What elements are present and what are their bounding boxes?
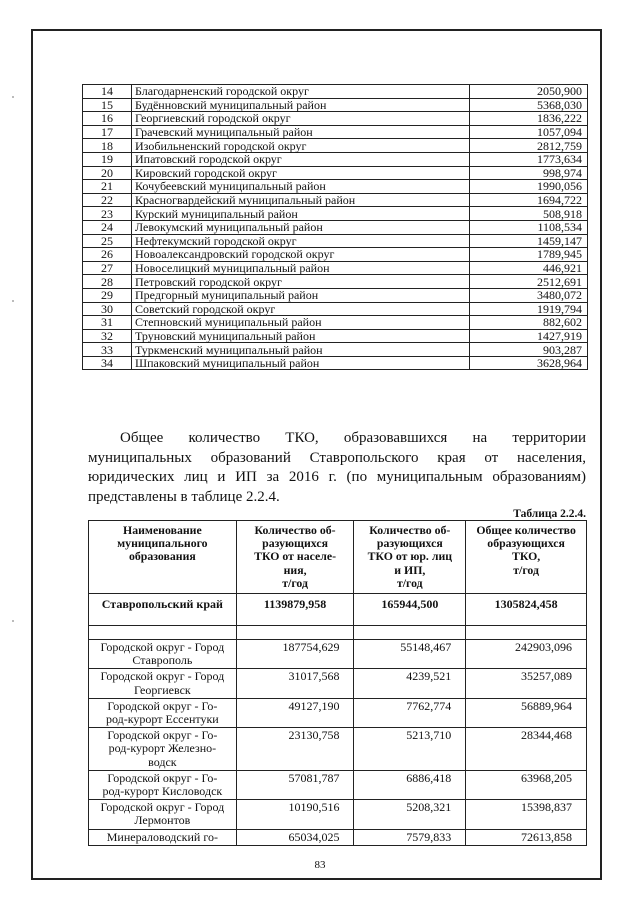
row-number: 19 <box>83 152 132 166</box>
district-name: Георгиевский городской округ <box>132 112 470 126</box>
value-legal: 7579,833 <box>354 829 466 845</box>
header-line: Общее количество <box>476 523 576 537</box>
row-number: 18 <box>83 139 132 153</box>
municipality-name <box>89 698 237 727</box>
row-number: 32 <box>83 329 132 343</box>
table-row <box>83 302 588 316</box>
row-number: 15 <box>83 98 132 112</box>
row-number: 27 <box>83 261 132 275</box>
table-row <box>83 316 588 330</box>
district-name: Грачевский муниципальный район <box>132 125 470 139</box>
header-line: Количество об- <box>254 523 336 537</box>
district-name: Новоселицкий муниципальный район <box>132 261 470 275</box>
name-line: род-курорт Ессентуки <box>106 712 219 727</box>
header-line: ния, <box>283 562 307 577</box>
spacer-cell <box>236 626 354 640</box>
value-legal: 4239,521 <box>354 669 466 698</box>
district-value: 3628,964 <box>470 356 588 370</box>
value-legal: 5208,321 <box>354 800 466 829</box>
name-line: Городской округ - Го- <box>107 770 218 785</box>
name-line: Городской округ - Город <box>100 640 225 655</box>
name-line: Городской округ - Го- <box>107 698 218 713</box>
header-cell <box>236 521 354 594</box>
value-all: 242903,096 <box>466 640 587 669</box>
district-value: 1773,634 <box>470 152 588 166</box>
value-all: 35257,089 <box>466 669 587 698</box>
name-line: Минераловодский го- <box>106 829 218 844</box>
row-number: 16 <box>83 112 132 126</box>
table-row <box>83 275 588 289</box>
district-value: 5368,030 <box>470 98 588 112</box>
table-row <box>83 139 588 153</box>
district-value: 1836,222 <box>470 112 588 126</box>
row-number: 28 <box>83 275 132 289</box>
table-row <box>83 288 588 302</box>
name-line: Городской округ - Город <box>100 800 225 815</box>
value-all: 63968,205 <box>466 770 587 799</box>
municipality-name <box>89 640 237 669</box>
district-name: Петровский городской округ <box>132 275 470 289</box>
table-caption: Таблица 2.2.4. <box>513 508 586 520</box>
header-line: Количество об- <box>369 523 451 537</box>
municipality-name <box>89 770 237 799</box>
value-all: 72613,858 <box>466 829 587 845</box>
table-row <box>83 166 588 180</box>
district-value: 1057,094 <box>470 125 588 139</box>
district-value: 1990,056 <box>470 180 588 194</box>
district-value: 508,918 <box>470 207 588 221</box>
row-number: 14 <box>83 85 132 99</box>
row-number: 30 <box>83 302 132 316</box>
district-table <box>82 84 588 370</box>
row-number: 22 <box>83 193 132 207</box>
district-name: Изобильненский городской округ <box>132 139 470 153</box>
header-cell <box>354 521 466 594</box>
municipality-name <box>89 728 237 771</box>
district-value: 903,287 <box>470 343 588 357</box>
district-name: Кочубеевский муниципальный район <box>132 180 470 194</box>
value-legal: 6886,418 <box>354 770 466 799</box>
municipality-name <box>89 829 237 845</box>
table-row <box>83 343 588 357</box>
value-legal: 5213,710 <box>354 728 466 771</box>
table-row <box>83 261 588 275</box>
table-header-row <box>89 521 587 594</box>
district-name: Труновский муниципальный район <box>132 329 470 343</box>
table-row <box>89 800 587 829</box>
scan-speck <box>12 300 14 302</box>
district-value: 1694,722 <box>470 193 588 207</box>
value-pop: 57081,787 <box>236 770 354 799</box>
district-name: Степновский муниципальный район <box>132 316 470 330</box>
value-pop: 187754,629 <box>236 640 354 669</box>
body-paragraph: Общее количество ТКО, образовавшихся на территории муниципальных образований Ставропольского края от населения, юридических лиц и ИП за 2016 г. (по муниципальным образованиям) представлены в таблице 2.2.4. <box>88 430 586 505</box>
scan-speck <box>12 96 14 98</box>
name-line: водск <box>148 754 177 769</box>
district-value: 1459,147 <box>470 234 588 248</box>
table-row <box>83 234 588 248</box>
district-name: Туркменский муниципальный район <box>132 343 470 357</box>
district-value: 998,974 <box>470 166 588 180</box>
value-legal: 55148,467 <box>354 640 466 669</box>
district-value: 446,921 <box>470 261 588 275</box>
header-cell <box>466 521 587 594</box>
district-name: Левокумский муниципальный район <box>132 220 470 234</box>
value-pop: 10190,516 <box>236 800 354 829</box>
total-legal: 165944,500 <box>354 594 466 626</box>
header-line: образования <box>128 549 196 564</box>
value-all: 28344,468 <box>466 728 587 771</box>
table-row <box>83 193 588 207</box>
table-row <box>83 98 588 112</box>
district-value: 1108,534 <box>470 220 588 234</box>
district-name: Курский муниципальный район <box>132 207 470 221</box>
header-line: ТКО от юр. лиц <box>367 549 453 564</box>
row-number: 31 <box>83 316 132 330</box>
name-line: Городской округ - Го- <box>107 728 218 743</box>
name-line: Георгиевск <box>133 682 191 697</box>
total-row <box>89 594 587 626</box>
tko-table <box>88 520 587 846</box>
name-line: Лермонтов <box>134 813 191 828</box>
header-line: образующихся <box>487 536 565 551</box>
value-pop: 49127,190 <box>236 698 354 727</box>
municipality-name <box>89 800 237 829</box>
district-value: 1919,794 <box>470 302 588 316</box>
table-row <box>83 207 588 221</box>
district-value: 2812,759 <box>470 139 588 153</box>
table-row <box>83 356 588 370</box>
total-name: Ставропольский край <box>89 594 237 626</box>
district-name: Шпаковский муниципальный район <box>132 356 470 370</box>
table-row <box>83 220 588 234</box>
district-name: Предгорный муниципальный район <box>132 288 470 302</box>
row-number: 29 <box>83 288 132 302</box>
header-line: т/год <box>396 575 423 590</box>
name-line: род-курорт Железно- <box>108 741 217 756</box>
table-row <box>89 829 587 845</box>
scan-speck <box>12 620 14 622</box>
table-row <box>83 248 588 262</box>
total-pop: 1139879,958 <box>236 594 354 626</box>
table-row <box>83 112 588 126</box>
table-row <box>89 698 587 727</box>
value-legal: 7762,774 <box>354 698 466 727</box>
row-number: 23 <box>83 207 132 221</box>
row-number: 24 <box>83 220 132 234</box>
district-name: Кировский городской округ <box>132 166 470 180</box>
header-line: т/год <box>513 562 539 577</box>
header-line: муниципального <box>117 536 208 551</box>
district-name: Нефтекумский городской округ <box>132 234 470 248</box>
district-value: 1427,919 <box>470 329 588 343</box>
name-line: Ставрополь <box>132 653 193 668</box>
name-line: Городской округ - Город <box>100 669 225 684</box>
page-number: 83 <box>314 859 326 871</box>
district-name: Красногвардейский муниципальный район <box>132 193 470 207</box>
district-value: 2050,900 <box>470 85 588 99</box>
spacer-cell <box>354 626 466 640</box>
value-all: 56889,964 <box>466 698 587 727</box>
value-all: 15398,837 <box>466 800 587 829</box>
district-value: 2512,691 <box>470 275 588 289</box>
district-name: Благодарненский городской округ <box>132 85 470 99</box>
row-number: 20 <box>83 166 132 180</box>
district-value: 882,602 <box>470 316 588 330</box>
table-row <box>89 669 587 698</box>
spacer-cell <box>89 626 237 640</box>
row-number: 25 <box>83 234 132 248</box>
header-cell <box>89 521 237 594</box>
name-line: род-курорт Кисловодск <box>102 784 223 799</box>
table-row <box>83 125 588 139</box>
table-row <box>83 85 588 99</box>
district-name: Будённовский муниципальный район <box>132 98 470 112</box>
header-line: т/год <box>282 575 308 590</box>
row-number: 21 <box>83 180 132 194</box>
row-number: 33 <box>83 343 132 357</box>
district-name: Ипатовский городской округ <box>132 152 470 166</box>
municipality-name <box>89 669 237 698</box>
district-name: Новоалександровский городской округ <box>132 248 470 262</box>
row-number: 34 <box>83 356 132 370</box>
value-pop: 65034,025 <box>236 829 354 845</box>
header-line: ТКО, <box>511 549 541 564</box>
district-value: 3480,072 <box>470 288 588 302</box>
total-all: 1305824,458 <box>466 594 587 626</box>
row-number: 17 <box>83 125 132 139</box>
value-pop: 31017,568 <box>236 669 354 698</box>
header-line: разующихся <box>262 536 328 551</box>
table-row <box>83 180 588 194</box>
spacer-cell <box>466 626 587 640</box>
spacer-row <box>89 626 587 640</box>
header-line: и ИП, <box>394 562 426 577</box>
header-line: ТКО от населе- <box>254 549 336 564</box>
table-row <box>89 728 587 771</box>
table-row <box>83 152 588 166</box>
header-line: разующихся <box>376 536 443 551</box>
header-line: Наименование <box>123 523 202 537</box>
district-name: Советский городской округ <box>132 302 470 316</box>
table-row <box>89 640 587 669</box>
district-value: 1789,945 <box>470 248 588 262</box>
row-number: 26 <box>83 248 132 262</box>
table-row <box>83 329 588 343</box>
table-row <box>89 770 587 799</box>
value-pop: 23130,758 <box>236 728 354 771</box>
